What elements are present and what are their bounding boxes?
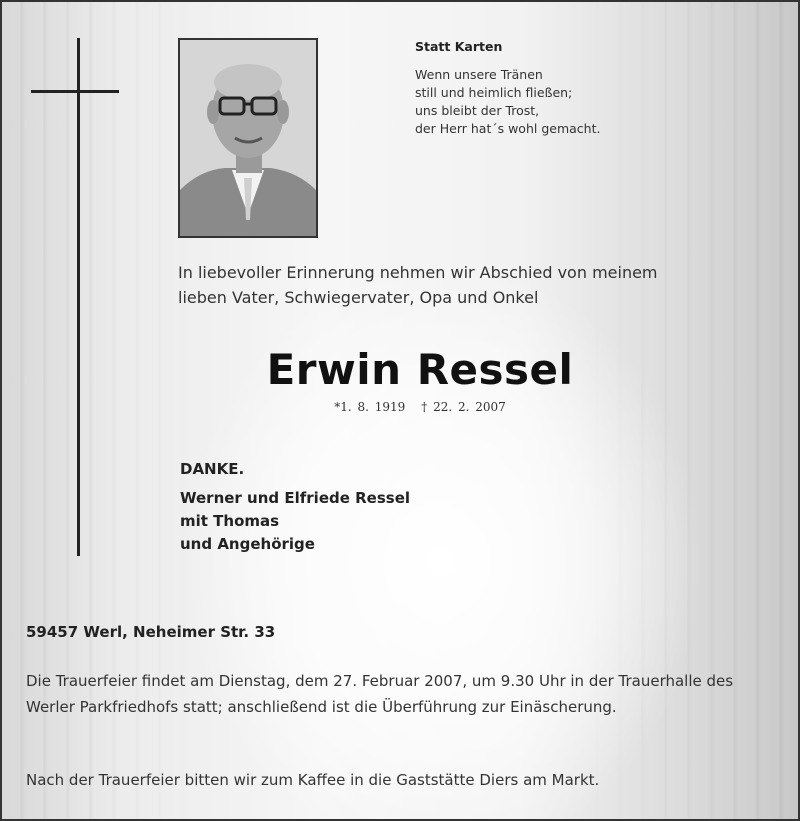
address: 59457 Werl, Neheimer Str. 33 bbox=[26, 623, 276, 641]
deceased-name: Erwin Ressel bbox=[266, 345, 574, 394]
thanks-block bbox=[180, 458, 410, 556]
cross-horizontal-bar bbox=[31, 90, 119, 93]
life-dates bbox=[2, 400, 800, 414]
portrait-photo bbox=[178, 38, 318, 238]
death-date: † 22. 2. 2007 bbox=[421, 400, 506, 414]
verse-block bbox=[415, 38, 600, 138]
thanks-heading: DANKE. bbox=[180, 460, 245, 478]
mourner-line: mit Thomas bbox=[180, 512, 280, 530]
intro-text bbox=[178, 260, 658, 310]
intro-line: lieben Vater, Schwiegervater, Opa und Onkel bbox=[178, 288, 539, 307]
portrait-illustration bbox=[180, 40, 316, 236]
intro-line: In liebevoller Erinnerung nehmen wir Abschied von meinem bbox=[178, 263, 658, 282]
funeral-info-paragraph: Die Trauerfeier findet am Dienstag, dem 27. Februar 2007, um 9.30 Uhr in der Trauerhalle des Werler Parkfriedhofs statt; anschließend ist die Überführung zur Einäscherung. bbox=[26, 672, 734, 716]
mourner-line: und Angehörige bbox=[180, 535, 315, 553]
birth-date: *1. 8. 1919 bbox=[334, 400, 406, 414]
coffee-info-paragraph: Nach der Trauerfeier bitten wir zum Kaffee in die Gaststätte Diers am Markt. bbox=[26, 771, 600, 789]
mourner-line: Werner und Elfriede Ressel bbox=[180, 489, 411, 507]
verse-line: Wenn unsere Tränen bbox=[415, 67, 543, 82]
verse-title: Statt Karten bbox=[415, 39, 503, 54]
verse-line: still und heimlich fließen; bbox=[415, 85, 573, 100]
verse-line: uns bleibt der Trost, bbox=[415, 103, 540, 118]
cross-vertical-bar bbox=[77, 38, 80, 556]
verse-line: der Herr hat´s wohl gemacht. bbox=[415, 121, 601, 136]
